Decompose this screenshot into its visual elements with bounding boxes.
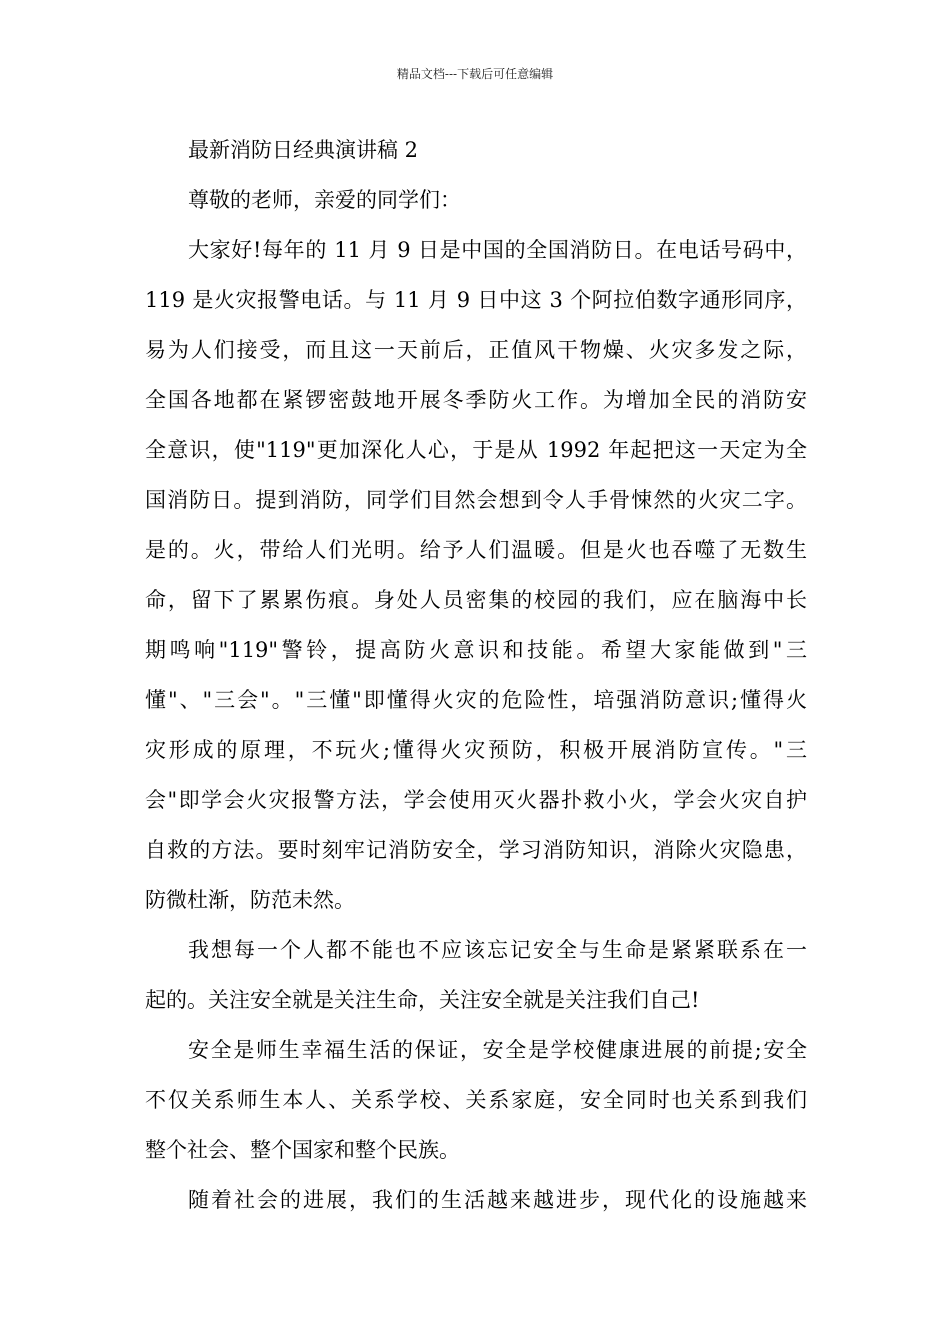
paragraph	[145, 225, 807, 925]
text-line: 期鸣响"119"警铃，提高防火意识和技能。希望大家能做到"三	[145, 638, 807, 662]
text-line: 我想每一个人都不能也不应该忘记安全与生命是紧紧联系在一	[188, 938, 807, 962]
text-line: 安全是师生幸福生活的保证，安全是学校健康进展的前提;安全	[188, 1038, 807, 1062]
text-line: 会"即学会火灾报警方法，学会使用灭火器扑救小火，学会火灾自护	[145, 788, 807, 812]
document-title: 最新消防日经典演讲稿 2	[188, 138, 419, 162]
document-body	[145, 130, 807, 1225]
paragraph	[145, 1025, 807, 1175]
text-line: 防微杜渐，防范未然。	[145, 888, 355, 912]
text-line: 119 是火灾报警电话。与 11 月 9 日中这 3 个阿拉伯数字通形同序，	[145, 288, 807, 312]
text-line: 不仅关系师生本人、关系学校、关系家庭，安全同时也关系到我们	[145, 1088, 807, 1112]
text-line: 全国各地都在紧锣密鼓地开展冬季防火工作。为增加全民的消防安	[145, 388, 807, 412]
text-line: 全意识，使"119"更加深化人心，于是从 1992 年起把这一天定为全	[145, 438, 807, 462]
text-line: 起的。关注安全就是关注生命，关注安全就是关注我们自己!	[145, 988, 700, 1012]
paragraph	[145, 1175, 807, 1225]
paragraph	[145, 925, 807, 1025]
text-line: 自救的方法。要时刻牢记消防安全，学习消防知识，消除火灾隐患，	[145, 838, 807, 862]
text-line: 命，留下了累累伤痕。身处人员密集的校园的我们，应在脑海中长	[145, 588, 807, 612]
text-line: 易为人们接受，而且这一天前后，正值风干物燥、火灾多发之际，	[145, 338, 807, 362]
text-line: 懂"、"三会"。"三懂"即懂得火灾的危险性，培强消防意识;懂得火	[145, 688, 807, 712]
text-line: 整个社会、整个国家和整个民族。	[145, 1138, 460, 1162]
text-line: 随着社会的进展，我们的生活越来越进步，现代化的设施越来	[188, 1188, 807, 1212]
greeting-line: 尊敬的老师，亲爱的同学们：	[188, 188, 461, 212]
text-line: 国消防日。提到消防，同学们目然会想到令人手骨悚然的火灾二字。	[145, 488, 807, 512]
text-line: 大家好!每年的 11 月 9 日是中国的全国消防日。在电话号码中，	[188, 238, 807, 262]
text-line: 灾形成的原理，不玩火;懂得火灾预防，积极开展消防宣传。"三	[145, 738, 807, 762]
page-header: 精品文档---下载后可任意编辑	[396, 67, 554, 81]
text-line: 是的。火，带给人们光明。给予人们温暖。但是火也吞噬了无数生	[145, 538, 807, 562]
